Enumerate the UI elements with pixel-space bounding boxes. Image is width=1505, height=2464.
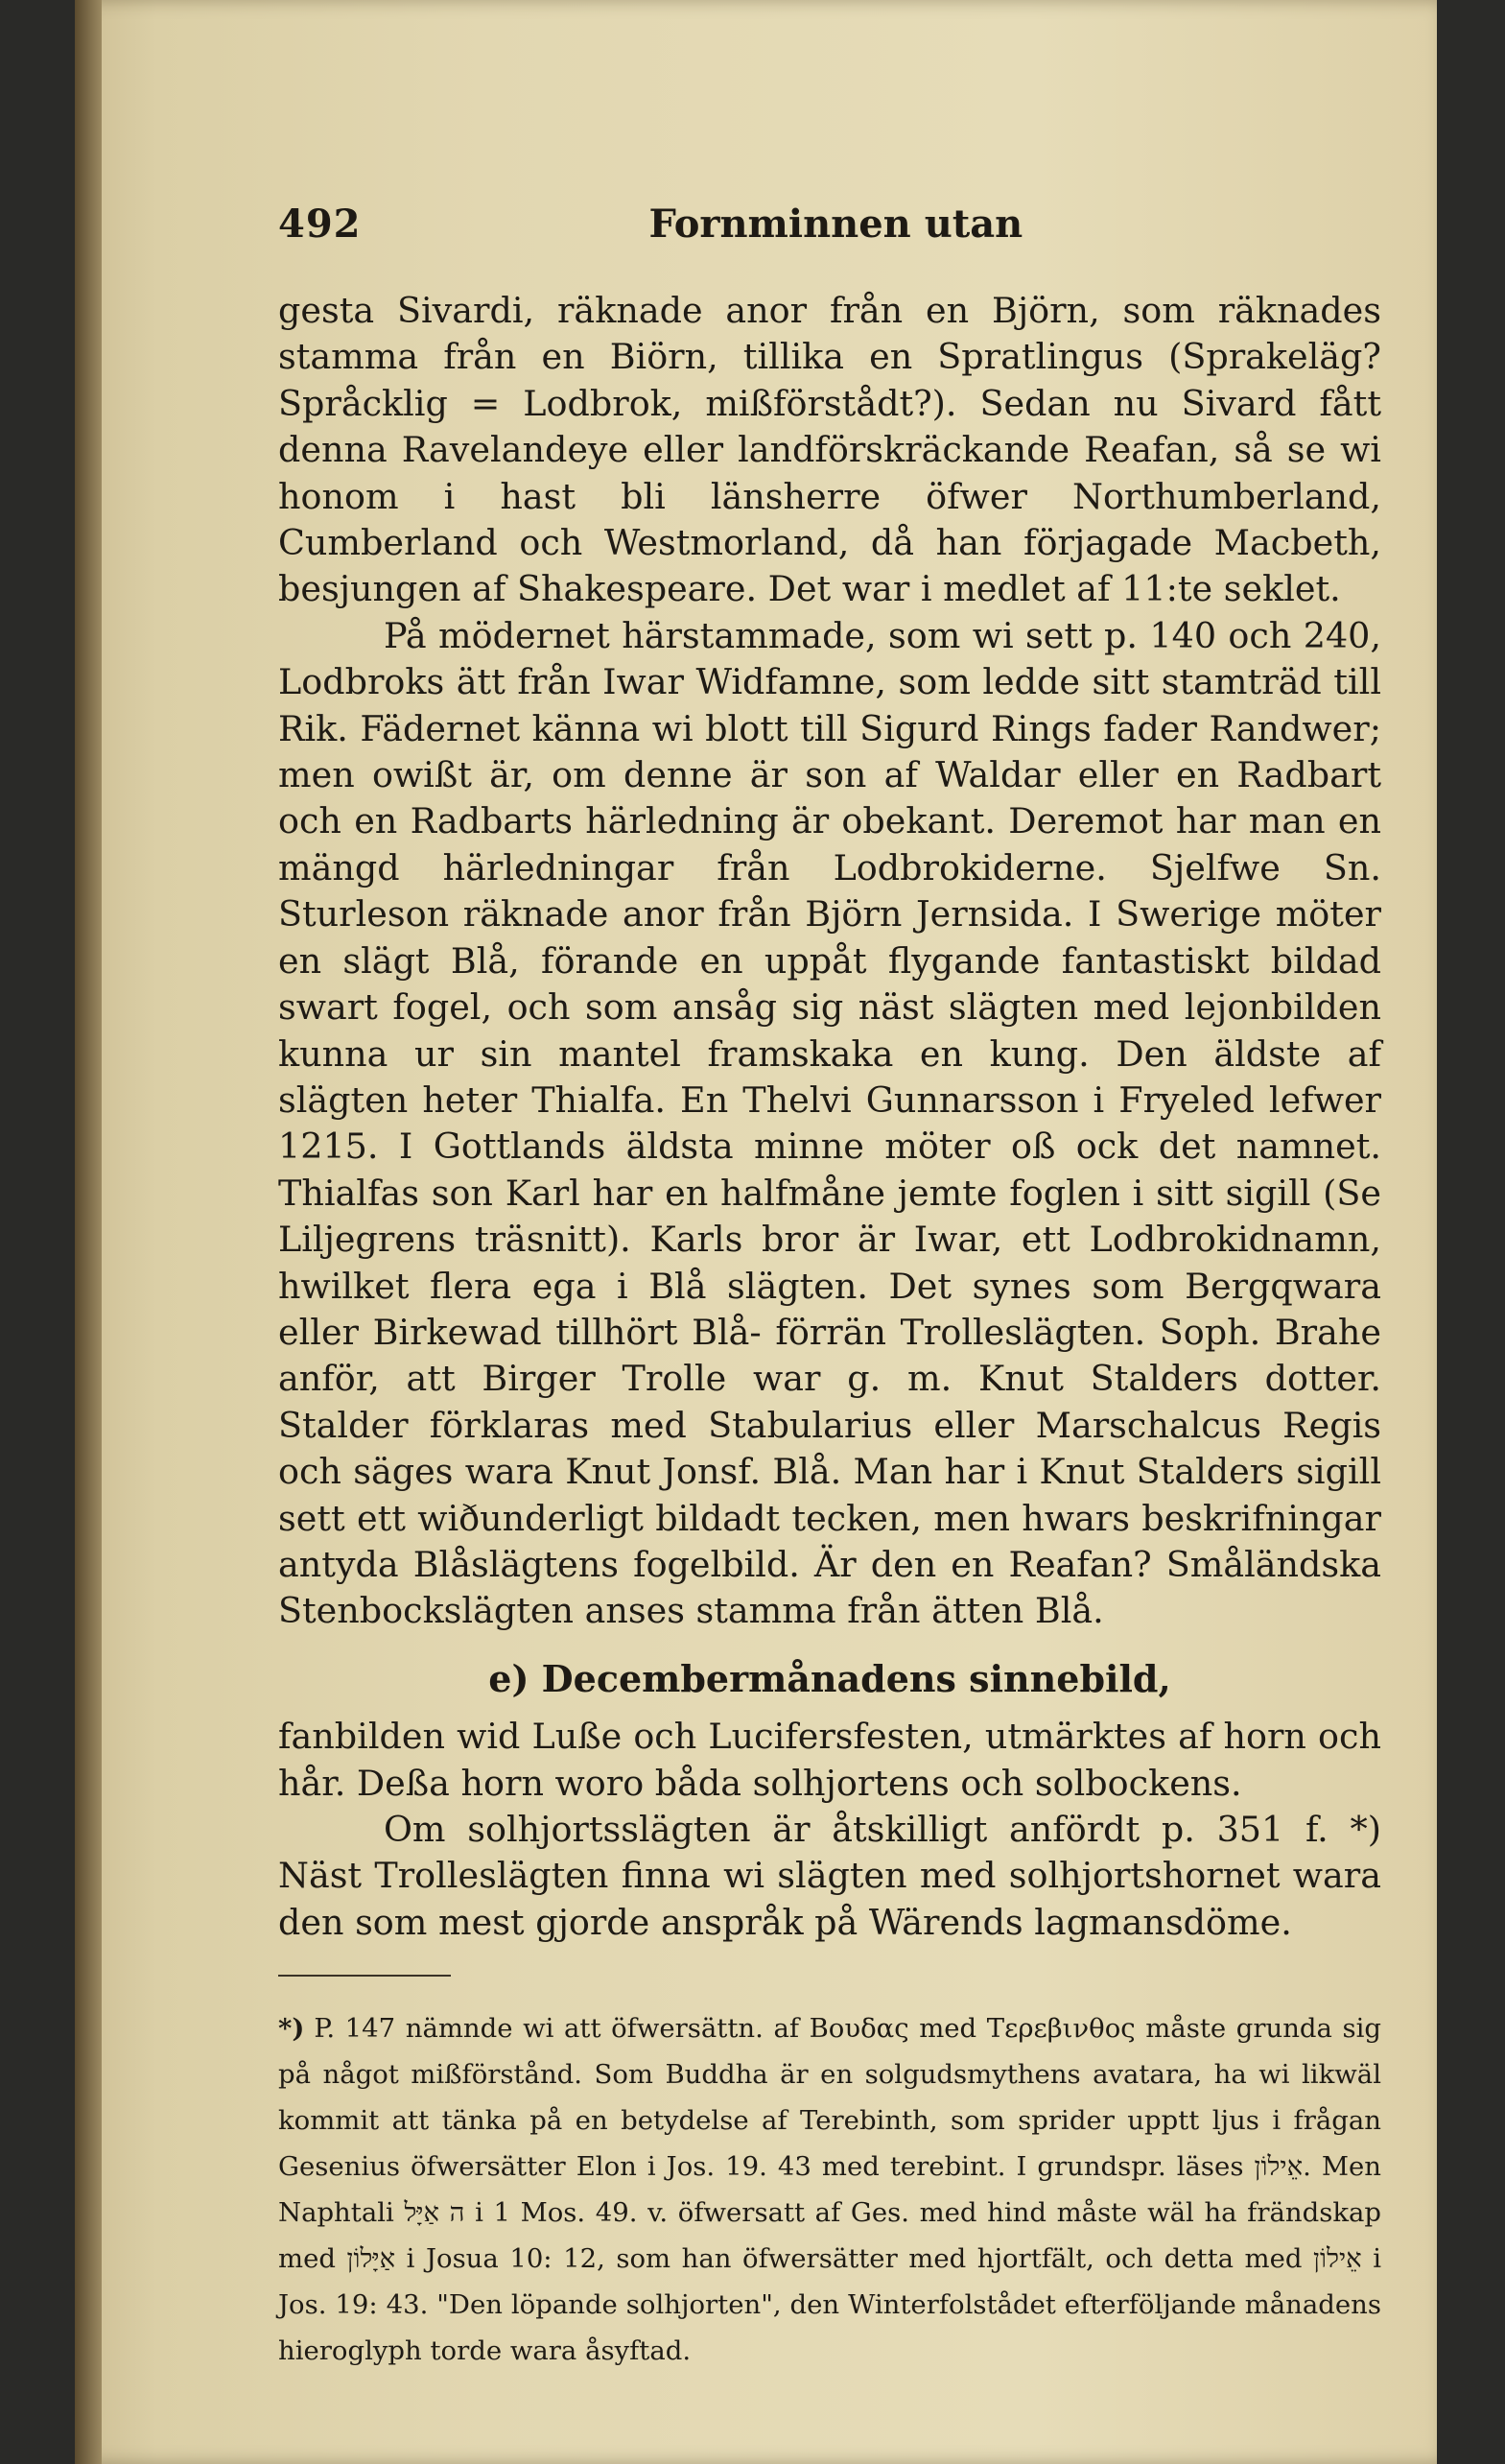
page-number: 492 — [278, 201, 362, 247]
section-paragraph-1: fanbilden wid Lußе och Lucifersfesten, utmärktes af horn och hår. Deßa horn woro båda solhjortens och solbockens. — [278, 1716, 1381, 1804]
running-header — [278, 201, 1381, 288]
paragraph-1: gesta Sivardi, räknade anor från en Björn, som räknades stamma från en Biörn, tillika en Spratlingus (Sprakeläg? Språcklig = Lodbrok, mißförstådt?). Sedan nu Sivard fått denna Ravelandeye eller landförskräckande Reafan, så se wi honom i hast bli länsherre öfwer Northumberland, Cumberland och Westmorland, då han förjagade Macbeth, besjungen af Shakespeare. Det war i medlet af 11:te seklet. — [278, 290, 1381, 610]
running-title: Fornminnen utan — [648, 201, 1023, 247]
footnote — [278, 2005, 1381, 2374]
footnote-divider — [278, 1975, 451, 1977]
section-heading: e) Decembermånadens sinnebild, — [488, 1656, 1171, 1700]
body-text — [278, 288, 1381, 1946]
book-spine-edge — [75, 0, 102, 2464]
page-content — [278, 201, 1381, 2374]
section-paragraph-2: Om solhjortsslägten är åtskilligt anfördt p. 351 f. *) Näst Trolleslägten finna wi slägten med solhjortshornet wara den som mest gjorde anspråk på Wärends lagmansdöme. — [278, 1809, 1381, 1943]
paragraph-2: På mödernet härstammade, som wi sett p. 140 och 240, Lodbroks ätt från Iwar Widfamne, som ledde sitt stamträd till Rik. Fädernet känna wi blott till Sigurd Rings fader Randwer; men owißt är, om denne är son af Waldar eller en Radbart och en Radbarts härledning är obekant. Deremot har man en mängd härledningar från Lodbrokiderne. Sjelfwe Sn. Sturleson räknade anor från Björn Jernsida. I Swerige möter en slägt Blå, förande en uppåt flygande fantastiskt bildad swart fogel, och som ansåg sig näst slägten med lejonbilden kunna ur sin mantel framskaka en kung. Den äldste af slägten heter Thialfa. En Thelvi Gunnarsson i Fryeled lefwer 1215. I Gottlands äldsta minne möter oß ock det namnet. Thialfas son Karl har en halfmåne jemte foglen i sitt sigill (Se Liljegrens träsnitt). Karls bror är Iwar, ett Lodbrokidnamn, hwilket flera ega i Blå slägten. Det synes som Bergqwara eller Birkewad tillhört Blå- förrän Trolleslägten. Soph. Brahe anför, att Birger Trolle war g. m. Knut Stalders dotter. Stalder förklaras med Stabularius eller Marschalcus Regis och säges wara Knut Jonsf. Blå. Man har i Knut Stalders sigill sett ett wiðunderligt bildadt tecken, men hwars beskrifningar antyda Blåslägtens fogelbild. Är den en Reafan? Småländska Stenbockslägten anses stamma från ätten Blå. — [278, 614, 1381, 1632]
footnote-text: P. 147 nämnde wi att öfwersättn. af Βουδας med Τερεβινθος måste grunda sig på något mißförstånd. Som Buddha är en solgudsmythens avatara, ha wi likwäl kommit att tänka på en betydelse af Terebinth, som sprider upptt ljus i frågan Gesenius öfwersätter Elon i Jos. 19. 43 med terebint. I grundspr. läses אֵילוֹן. Men Naphtali ה אַיָּל i 1 Mos. 49. v. öfwersatt af Ges. med hind måste wäl ha frändskap med אַיָּלוֹן i Josua 10: 12, som han öfwersätter med hjortfält, och detta med אֵילוֹן i Jos. 19: 43. "Den löpande solhjorten", den Winterfolstådet efterföljande månadens hieroglyph torde wara åsyftad. — [278, 2013, 1382, 2367]
footnote-mark: *) — [278, 2013, 305, 2045]
